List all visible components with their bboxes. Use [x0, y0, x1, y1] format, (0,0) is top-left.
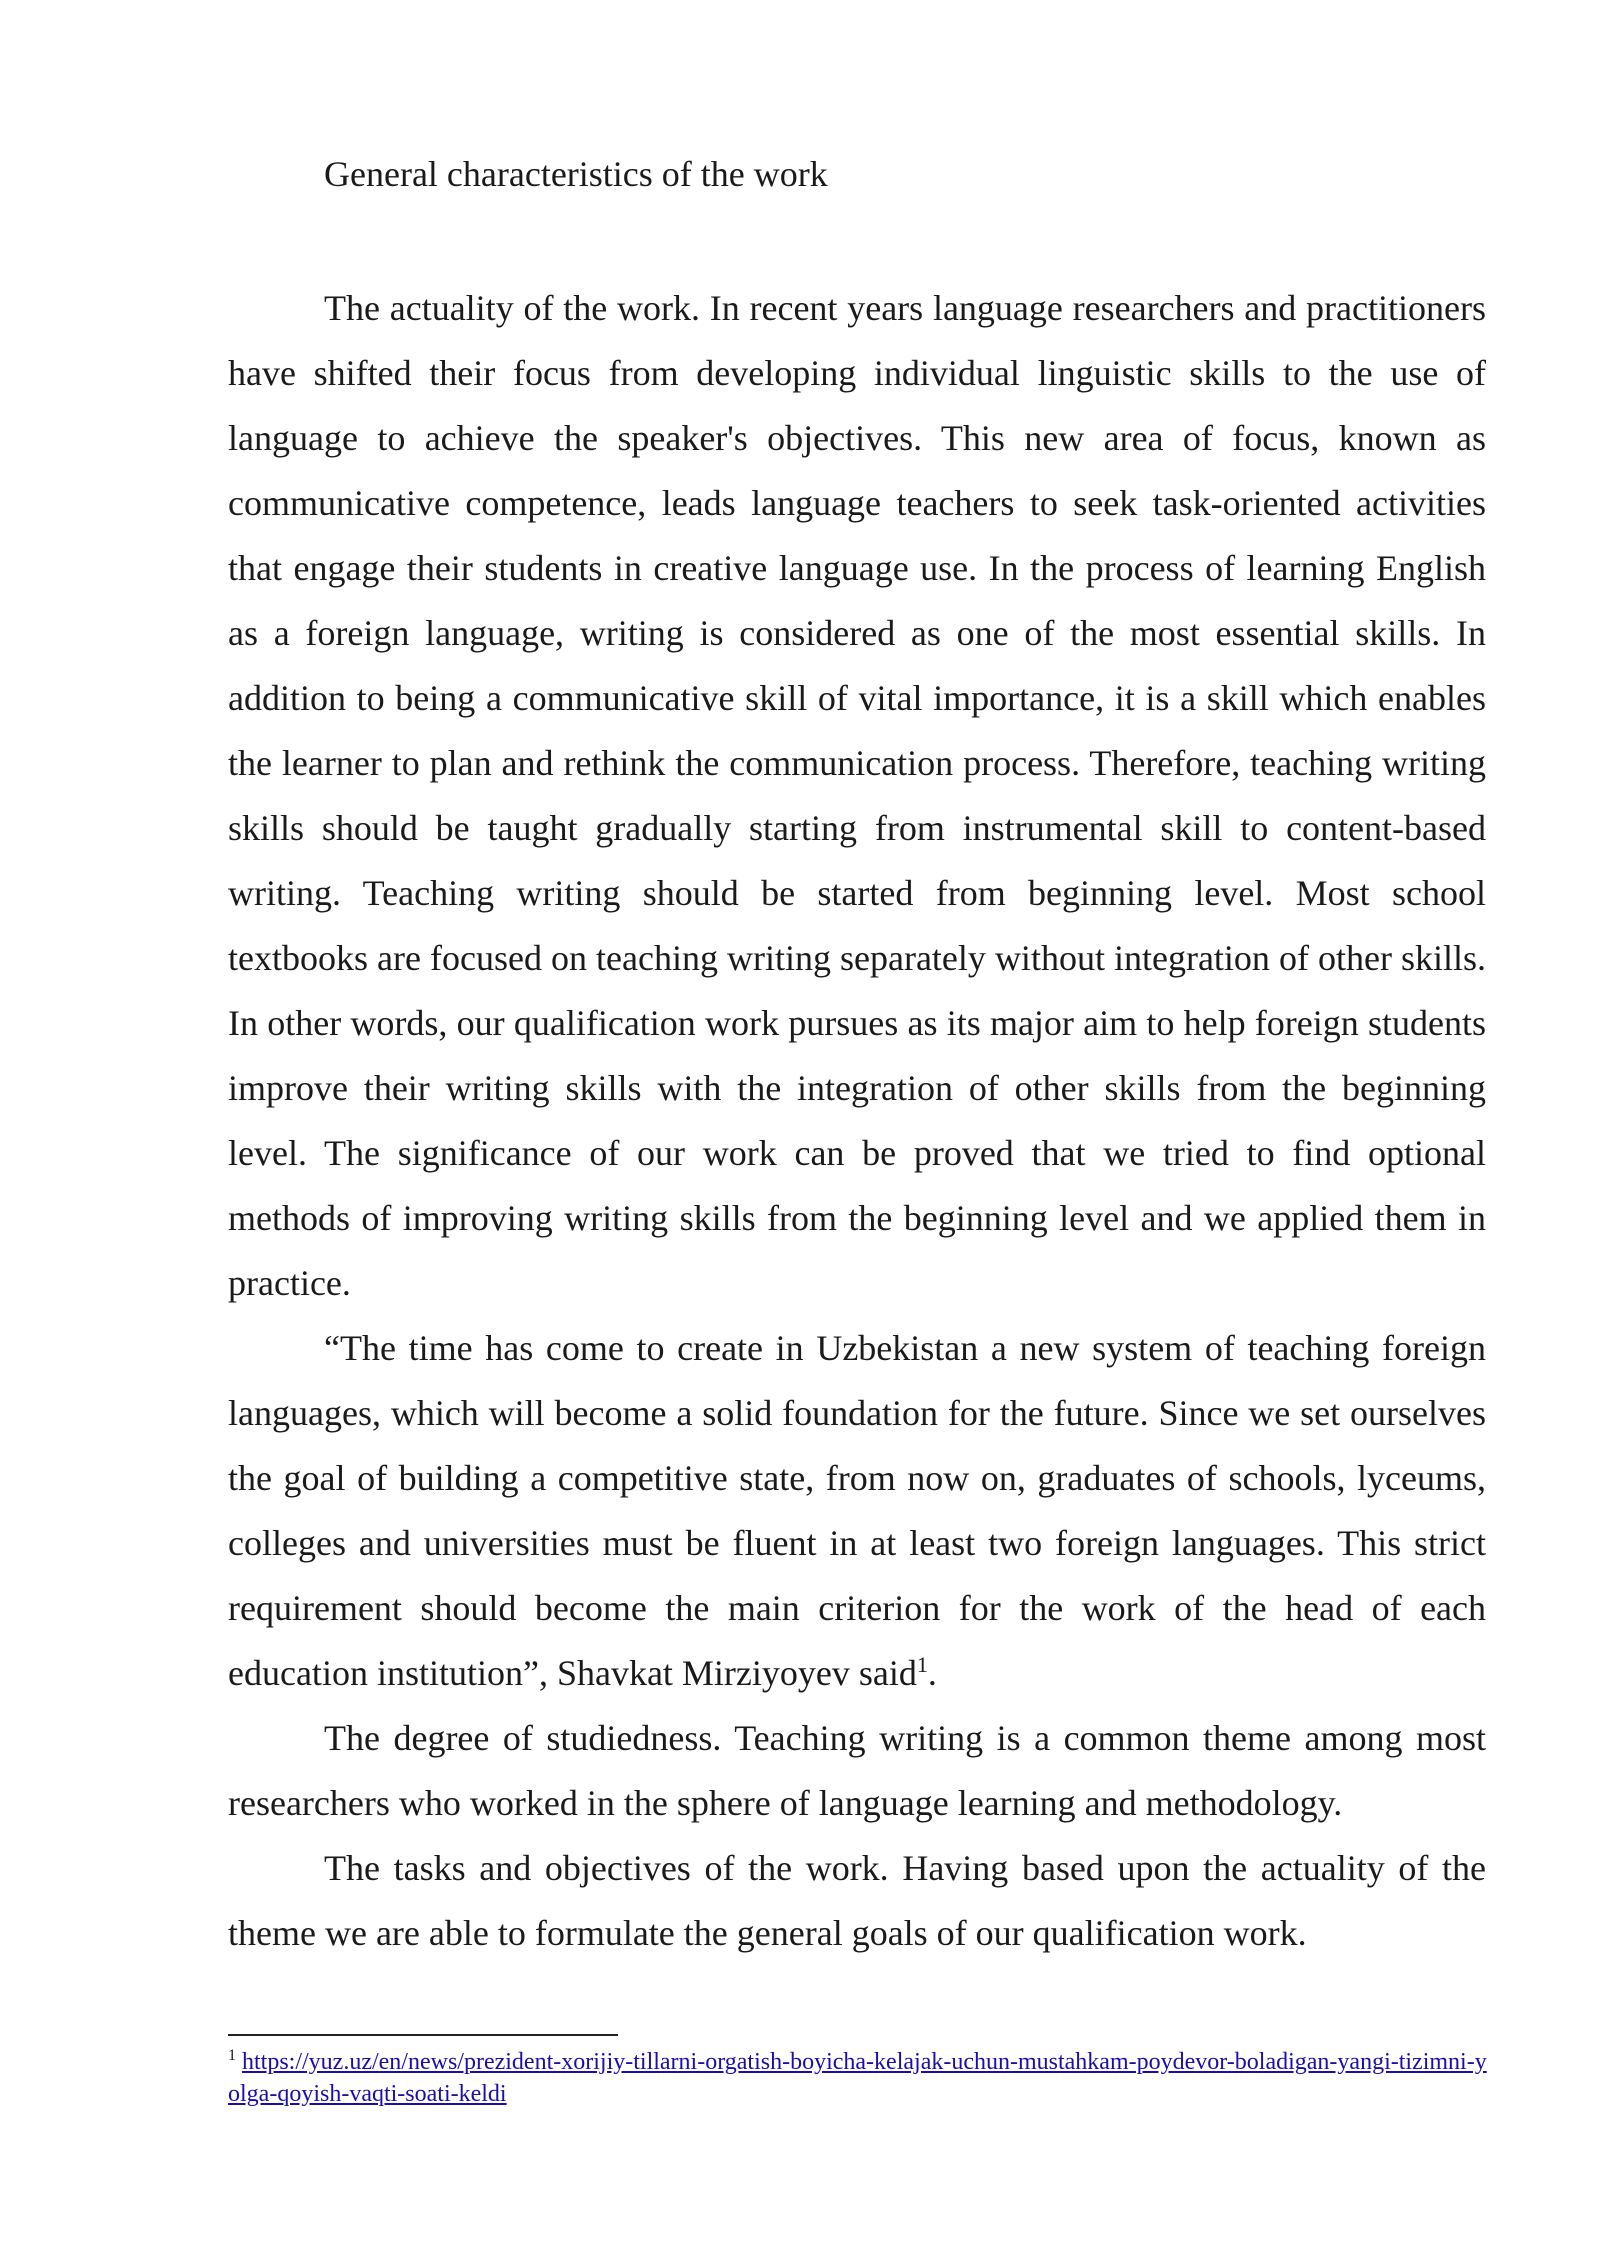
paragraph-quote: [228, 1316, 1486, 1706]
section-heading: General characteristics of the work: [324, 154, 828, 194]
footnote-link[interactable]: https://yuz.uz/en/news/prezident-xorijiy-tillarni-orgatish-boyicha-kelajak-uchun-mustahkam-poydevor-boladigan-yangi-tizimni-yolga-qoyish-vaqti-soati-keldi: [228, 2049, 1487, 2107]
quote-text: “The time has come to create in Uzbekistan a new system of teaching foreign languages, which will become a solid foundation for the future. Since we set ourselves the goal of building a competitive state, from now on, graduates of schools, lyceums, colleges and universities must be fluent in at least two foreign languages. This strict requirement should become the main criterion for the work of the head of each education institution”, Shavkat Mirziyoyev said: [228, 1328, 1486, 1693]
paragraph-actuality: The actuality of the work. In recent years language researchers and practitioners have shifted their focus from developing individual linguistic skills to the use of language to achieve the speaker's objectives. This new area of focus, known as communicative competence, leads language teachers to seek task-oriented activities that engage their students in creative language use. In the process of learning English as a foreign language, writing is considered as one of the most essential skills. In addition to being a communicative skill of vital importance, it is a skill which enables the learner to plan and rethink the communication process. Therefore, teaching writing skills should be taught gradually starting from instrumental skill to content-based writing. Teaching writing should be started from beginning level. Most school textbooks are focused on teaching writing separately without integration of other skills. In other words, our qualification work pursues as its major aim to help foreign students improve their writing skills with the integration of other skills from the beginning level. The significance of our work can be proved that we tried to find optional methods of improving writing skills from the beginning level and we applied them in practice.: [228, 288, 1486, 1303]
footnote-divider: [228, 2034, 618, 2036]
quote-end: .: [927, 1653, 937, 1693]
footnote-mark: 1: [228, 2047, 236, 2064]
paragraph-tasks: The tasks and objectives of the work. Having based upon the actuality of the theme we are able to formulate the general goals of our qualification work.: [228, 1848, 1486, 1953]
paragraph-studiedness: The degree of studiedness. Teaching writing is a common theme among most researchers who worked in the sphere of language learning and methodology.: [228, 1718, 1486, 1823]
body-text: [228, 276, 1486, 1966]
footnote: [228, 2046, 1490, 2110]
footnote-reference[interactable]: 1: [916, 1652, 928, 1677]
